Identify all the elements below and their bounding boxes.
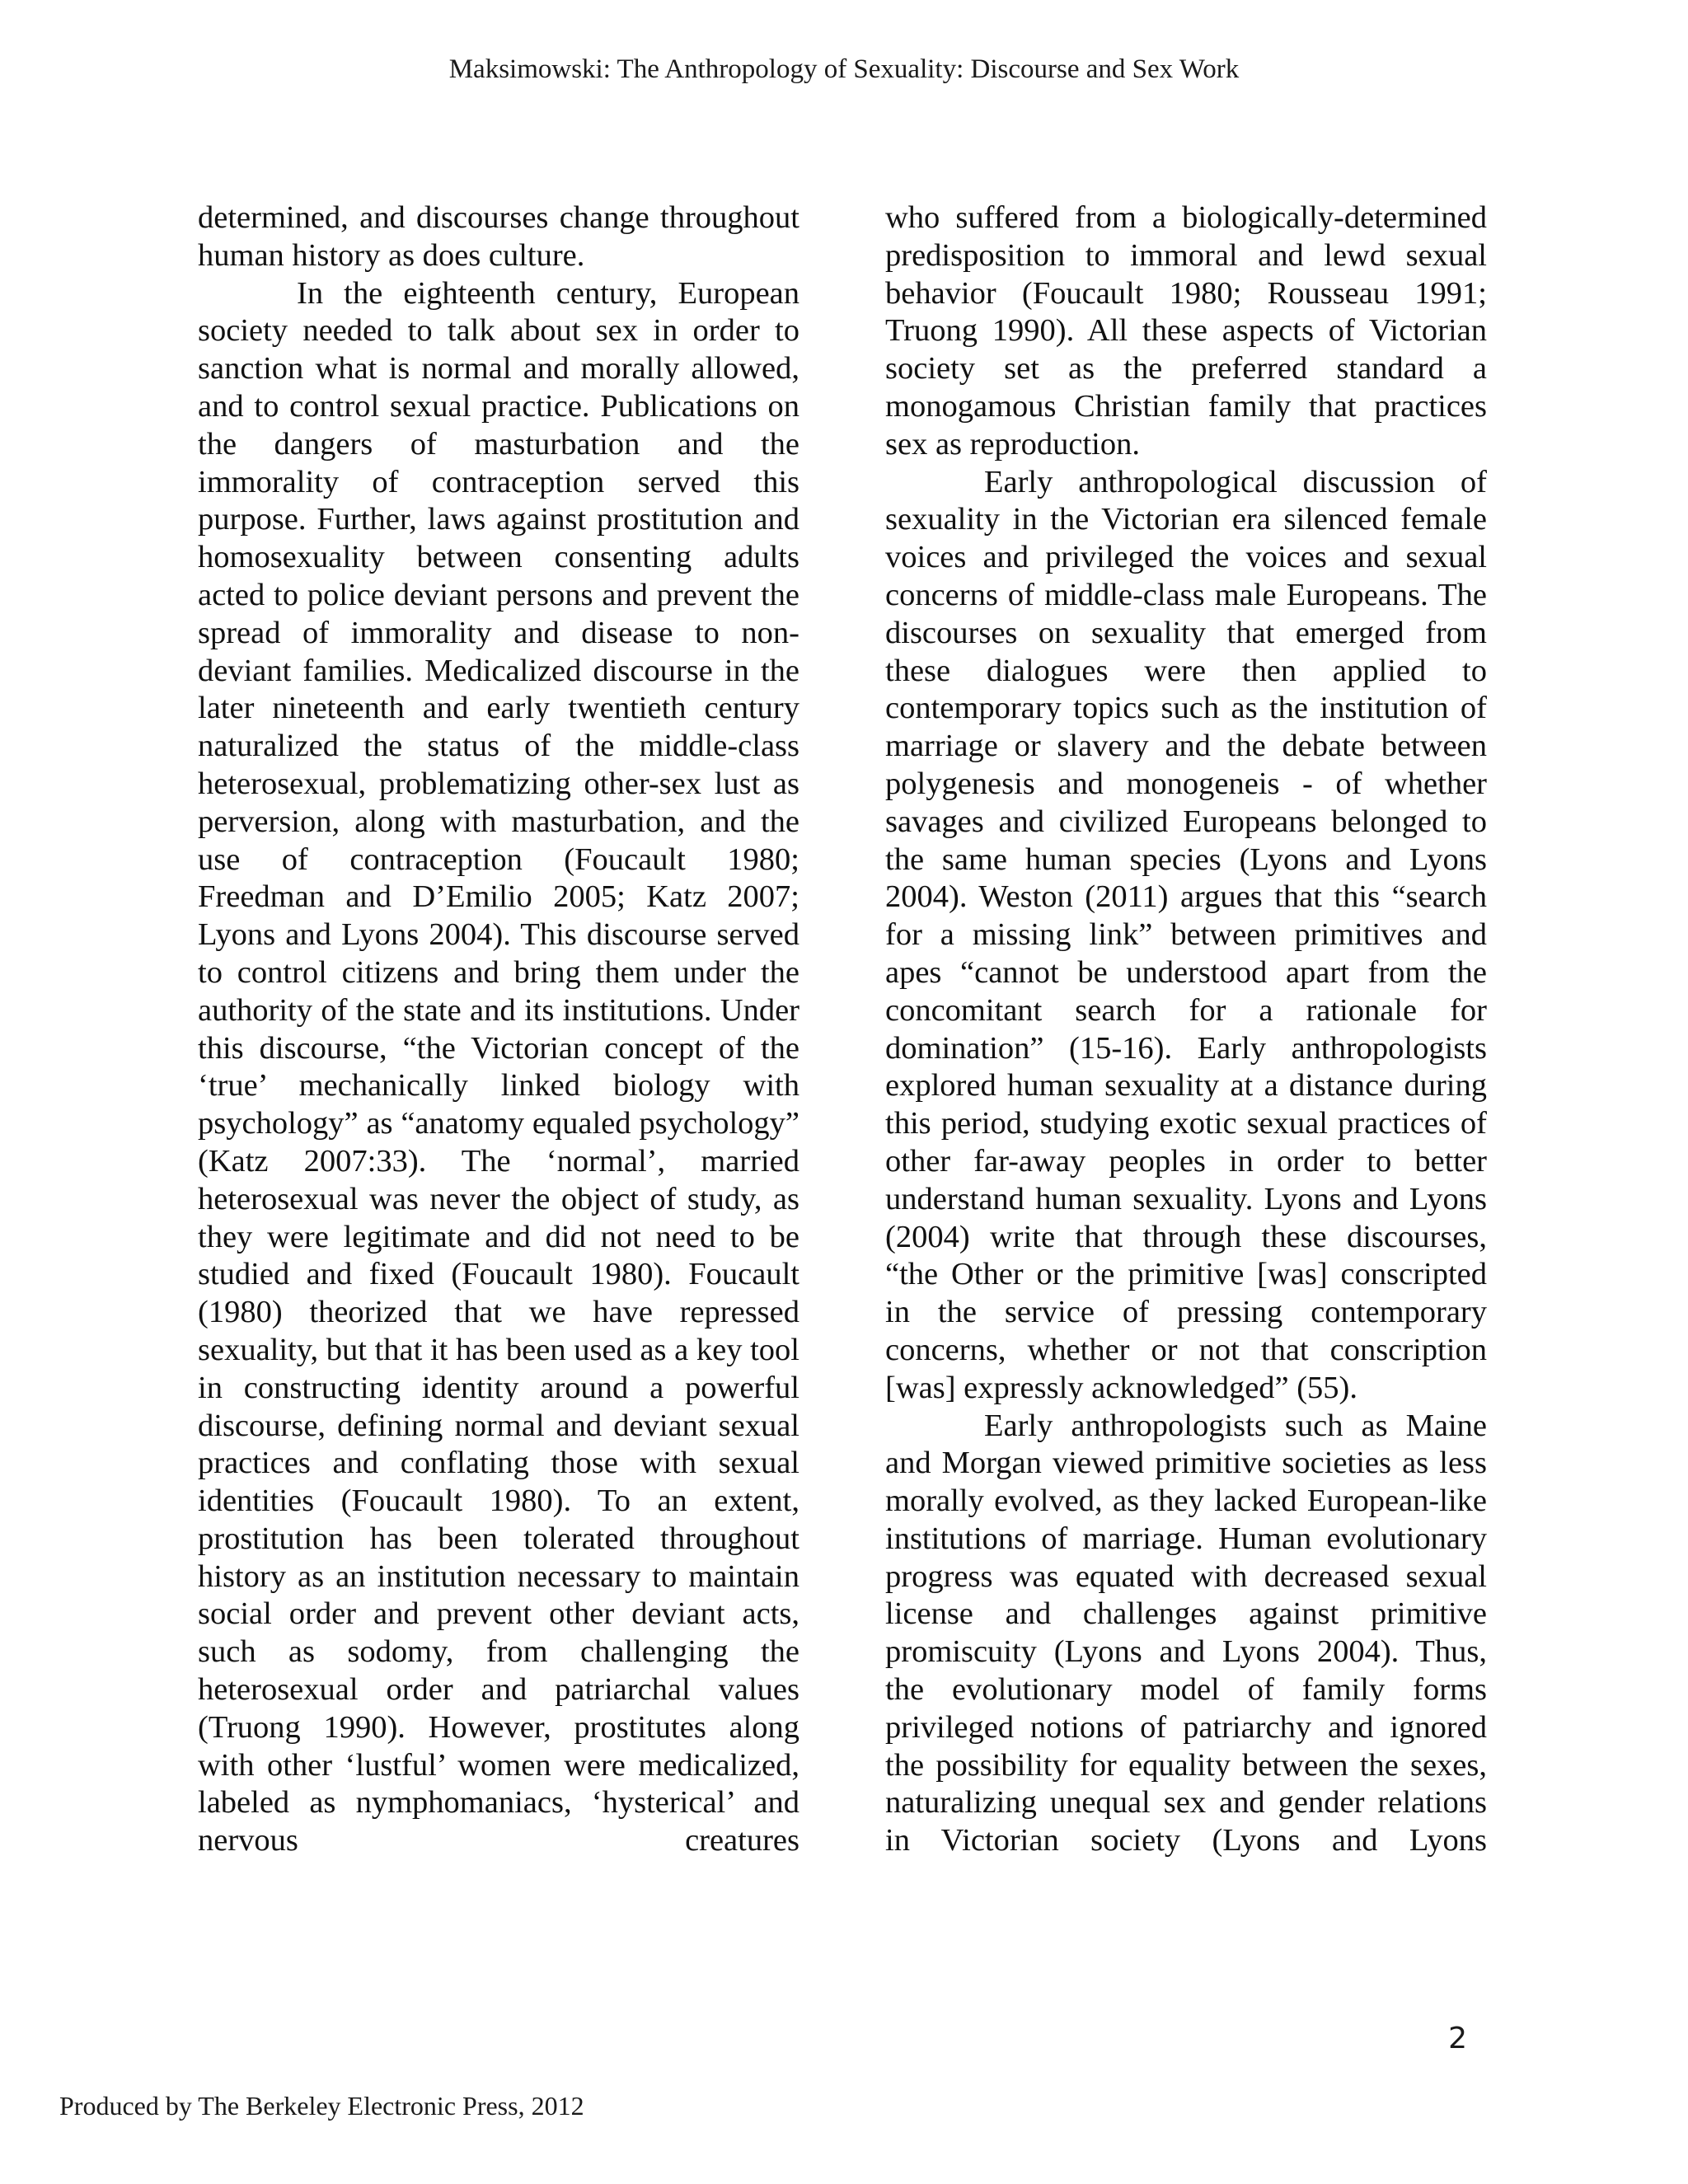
- paragraph-continuation-right: who suffered from a biologically-determined predisposition to immoral and lewd sexual behavior (Foucault 1980; Rousseau 1991; Truong 1990). All these aspects of Victorian society set as the preferred standard a monogamous Christian family that practices sex as reproduction.: [885, 200, 1487, 462]
- left-column: [198, 199, 799, 1860]
- page-number: 2: [1448, 2022, 1467, 2055]
- running-header: Maksimowski: The Anthropology of Sexuality: Discourse and Sex Work: [448, 54, 1240, 84]
- paragraph-continuation: determined, and discourses change throughout human history as does culture.: [198, 200, 799, 273]
- paragraph-early-anthropologists: Early anthropologists such as Maine and Morgan viewed primitive societies as less morally evolved, as they lacked European-like institutions of marriage. Human evolutionary progress was equated with decreased sexual license and challenges against primitive promiscuity (Lyons and Lyons 2004). Thus, the evolutionary model of family forms privileged notions of patriarchy and ignored the possibility for equality between the sexes, naturalizing unequal sex and gender relations in Victorian society (Lyons and Lyons: [885, 1408, 1487, 1858]
- paragraph-early-anthropological-discussion: Early anthropological discussion of sexuality in the Victorian era silenced female voices and privileged the voices and sexual concerns of middle-class male Europeans. The discourses on sexuality that emerged from these dialogues were then applied to contemporary topics such as the institution of marriage or slavery and the debate between polygenesis and monogeneis - of whether savages and civilized Europeans belonged to the same human species (Lyons and Lyons 2004). Weston (2011) argues that this “search for a missing link” between primitives and apes “cannot be understood apart from the concomitant search for a rationale for domination” (15-16). Early anthropologists explored human sexuality at a distance during this period, studying exotic sexual practices of other far-away peoples in order to better understand human sexuality. Lyons and Lyons (2004) write that through these discourses, “the Other or the primitive [was] conscripted in the service of pressing contemporary concerns, whether or not that conscription [was] expressly acknowledged” (55).: [885, 464, 1487, 1405]
- publisher-footer: Produced by The Berkeley Electronic Press, 2012: [59, 2091, 584, 2121]
- right-column: [885, 199, 1487, 1860]
- paragraph-eighteenth-century: In the eighteenth century, European society needed to talk about sex in order to sanction what is normal and morally allowed, and to control sexual practice. Publications on the dangers of masturbation and the immorality of contraception served this purpose. Further, laws against prostitution and homosexuality between consenting adults acted to police deviant persons and prevent the spread of immorality and disease to non-deviant families. Medicalized discourse in the later nineteenth and early twentieth century naturalized the status of the middle-class heterosexual, problematizing other-sex lust as perversion, along with masturbation, and the use of contraception (Foucault 1980; Freedman and D’Emilio 2005; Katz 2007; Lyons and Lyons 2004). This discourse served to control citizens and bring them under the authority of the state and its institutions. Under this discourse, “the Victorian concept of the ‘true’ mechanically linked biology with psychology” as “anatomy equaled psychology” (Katz 2007:33). The ‘normal’, married heterosexual was never the object of study, as they were legitimate and did not need to be studied and fixed (Foucault 1980). Foucault (1980) theorized that we have repressed sexuality, but that it has been used as a key tool in constructing identity around a powerful discourse, defining normal and deviant sexual practices and conflating those with sexual identities (Foucault 1980). To an extent, prostitution has been tolerated throughout history as an institution necessary to maintain social order and prevent other deviant acts, such as sodomy, from challenging the heterosexual order and patriarchal values (Truong 1990). However, prostitutes along with other ‘lustful’ women were medicalized, labeled as nymphomaniacs, ‘hysterical’ and nervous creatures: [198, 275, 799, 1858]
